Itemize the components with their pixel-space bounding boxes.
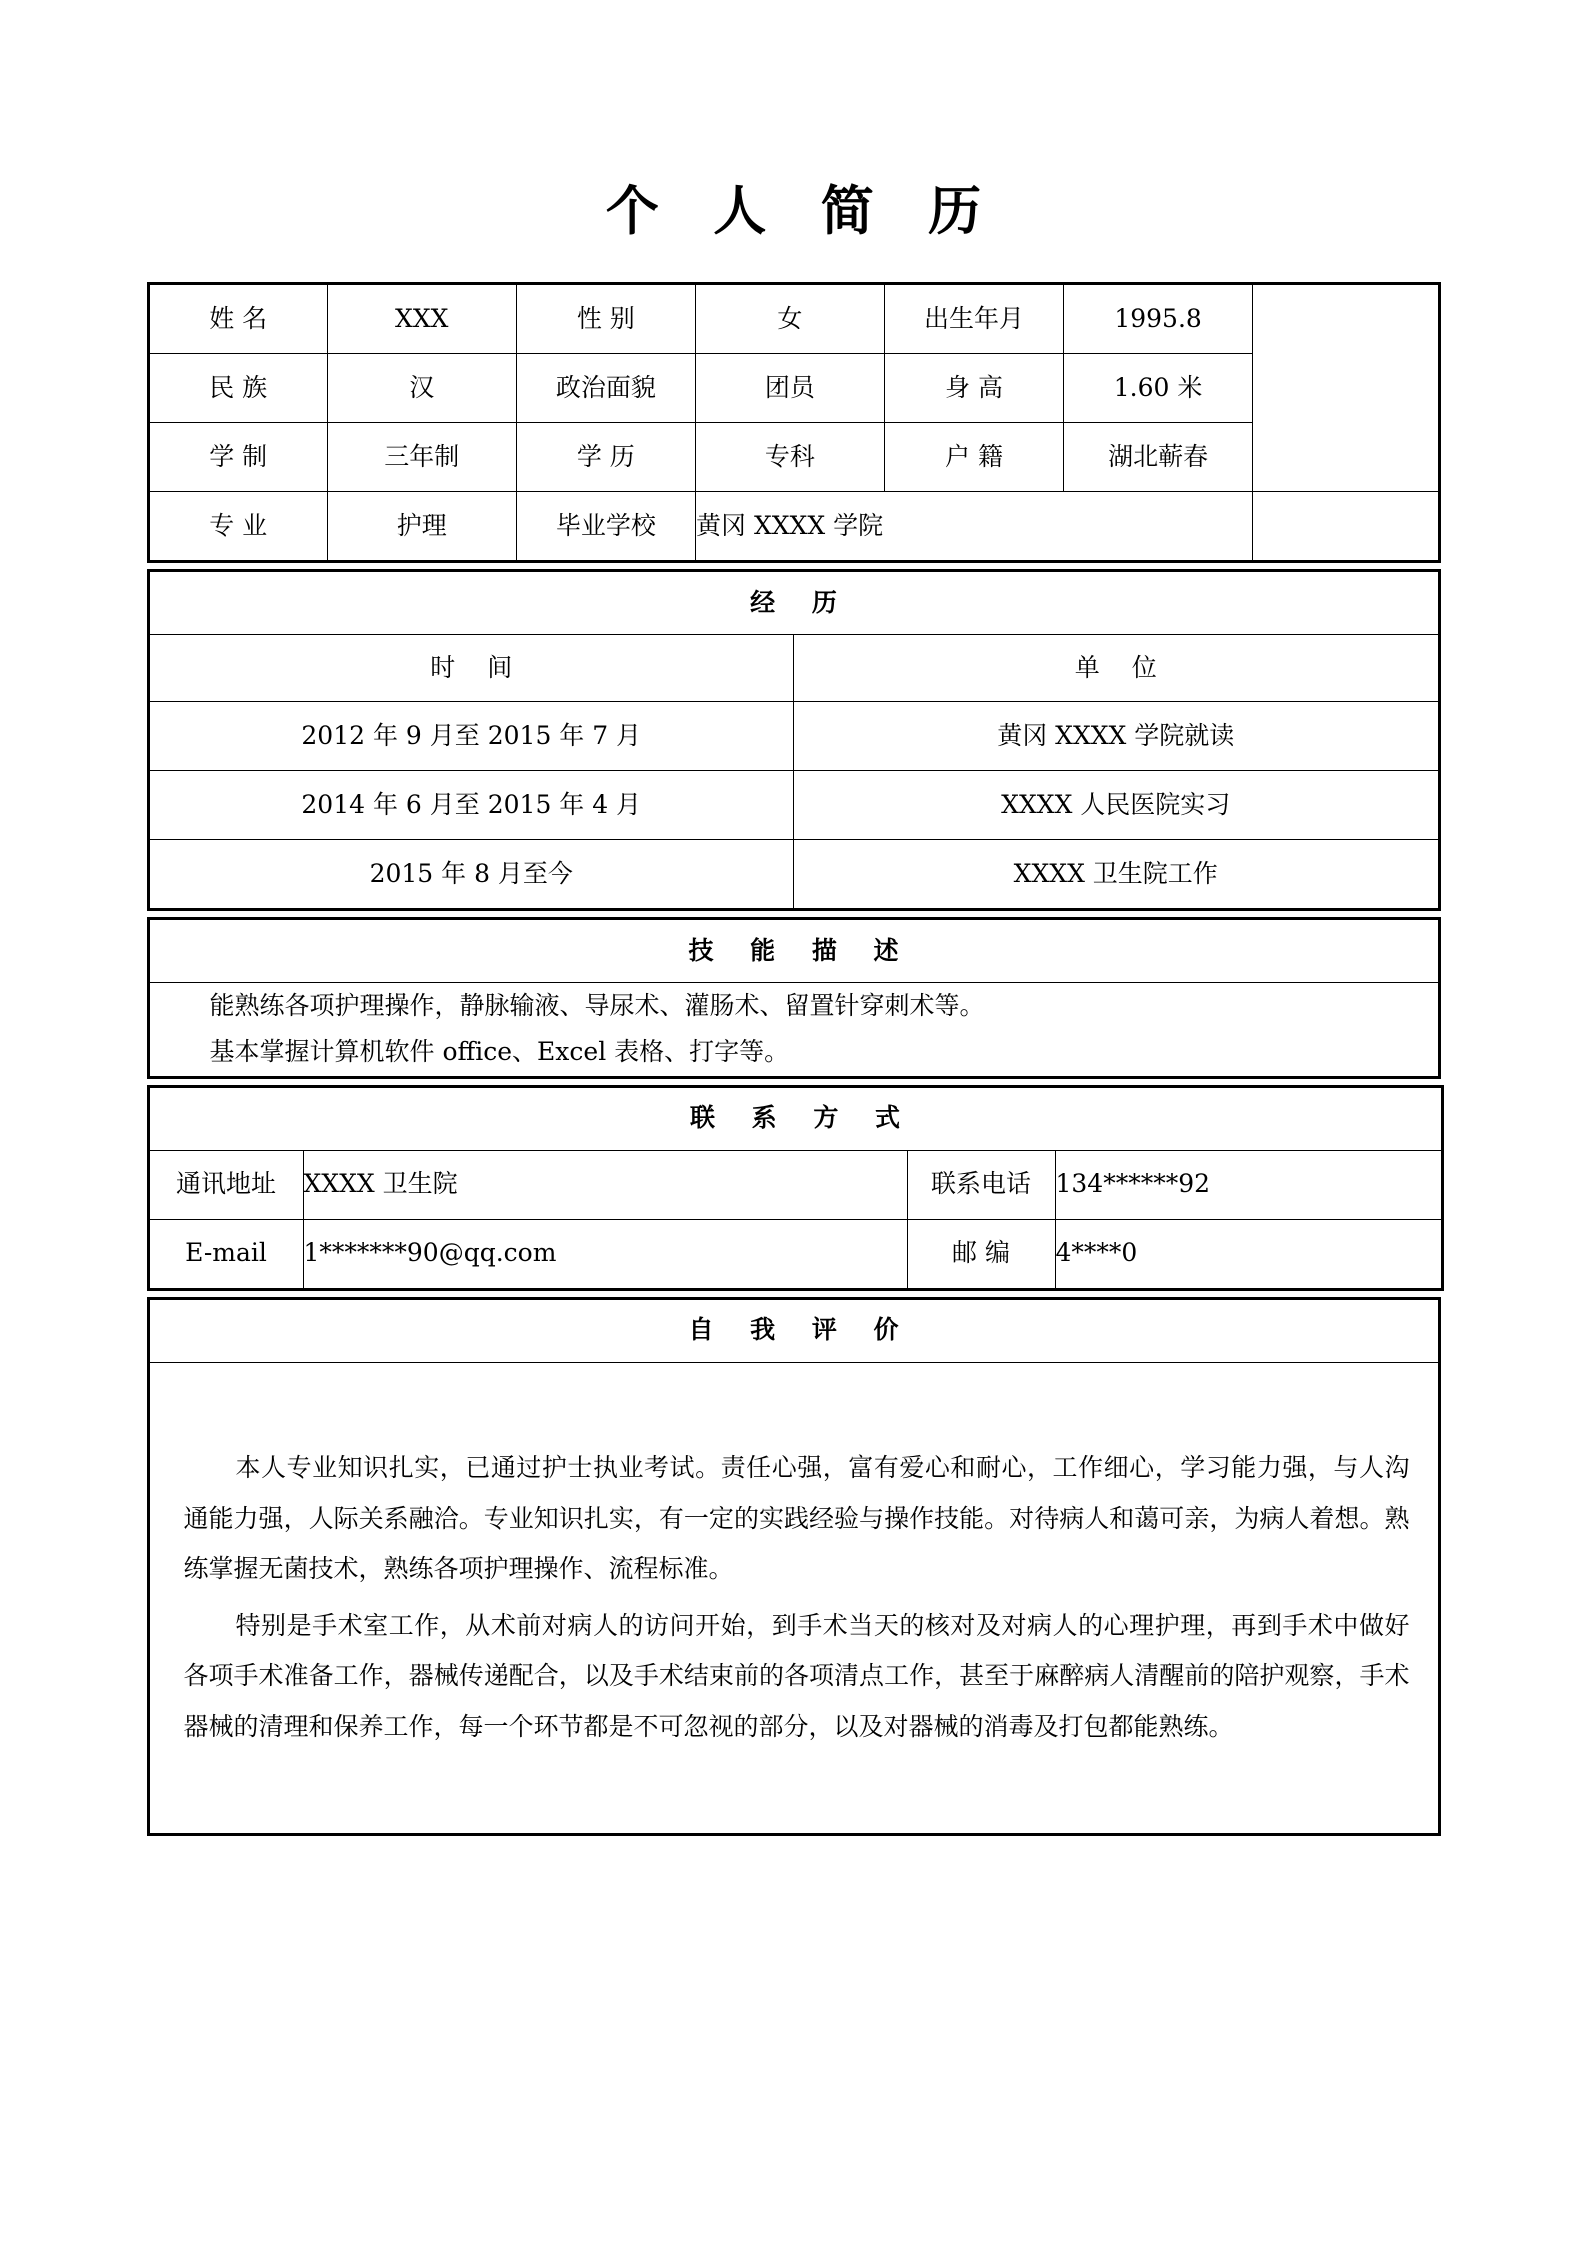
skills-body	[148, 983, 1439, 1078]
ethnicity-value: 汉	[327, 354, 516, 423]
phone-value: 134******92	[1055, 1150, 1442, 1219]
table-row	[148, 1298, 1439, 1362]
table-row	[148, 635, 1439, 702]
political-status-label: 政治面貌	[516, 354, 695, 423]
zip-label: 邮 编	[907, 1219, 1055, 1289]
experience-time: 2015 年 8 月至今	[148, 840, 794, 910]
table-row	[148, 840, 1439, 910]
education-label: 学 历	[516, 423, 695, 492]
table-row	[148, 354, 1439, 423]
self-evaluation-paragraph: 本人专业知识扎实，已通过护士执业考试。责任心强，富有爱心和耐心，工作细心，学习能力强，与人沟通能力强，人际关系融洽。专业知识扎实，有一定的实践经验与操作技能。对待病人和蔼可亲，为病人着想。熟练掌握无菌技术，熟练各项护理操作、流程标准。	[183, 1453, 1410, 1583]
table-row	[148, 492, 1439, 562]
phone-label: 联系电话	[907, 1150, 1055, 1219]
self-evaluation-paragraph: 特别是手术室工作，从术前对病人的访问开始，到手术当天的核对及对病人的心理护理，再到手术中做好各项手术准备工作，器械传递配合，以及手术结束前的各项清点工作，甚至于麻醉病人清醒前的陪护观察，手术器械的清理和保养工作，每一个环节都是不可忽视的部分，以及对器械的消毒及打包都能熟练。	[183, 1610, 1410, 1741]
residence-value: 湖北蕲春	[1064, 423, 1253, 492]
gender-label: 性 别	[516, 284, 695, 354]
skills-heading: 技 能 描 述	[148, 919, 1439, 983]
self-evaluation-table	[147, 1297, 1441, 1836]
experience-unit: 黄冈 XXXX 学院就读	[794, 702, 1440, 771]
birth-value: 1995.8	[1064, 284, 1253, 354]
basic-info-table	[147, 282, 1441, 563]
table-row	[148, 1150, 1442, 1219]
school-system-value: 三年制	[327, 423, 516, 492]
address-value: XXXX 卫生院	[303, 1150, 907, 1219]
major-row-spacer	[1252, 492, 1439, 562]
table-row	[148, 702, 1439, 771]
name-label: 姓 名	[148, 284, 327, 354]
name-value: XXX	[327, 284, 516, 354]
table-row	[148, 919, 1439, 983]
photo-placeholder	[1252, 284, 1439, 492]
experience-time: 2012 年 9 月至 2015 年 7 月	[148, 702, 794, 771]
graduate-school-value: 黄冈 XXXX 学院	[696, 492, 1253, 562]
self-evaluation-body	[148, 1362, 1439, 1834]
table-row	[148, 771, 1439, 840]
graduate-school-label: 毕业学校	[516, 492, 695, 562]
height-value: 1.60 米	[1064, 354, 1253, 423]
table-row	[148, 983, 1439, 1078]
education-value: 专科	[696, 423, 885, 492]
table-row	[148, 571, 1439, 635]
skill-line: 能熟练各项护理操作，静脉输液、导尿术、灌肠术、留置针穿刺术等。	[209, 991, 985, 1020]
political-status-value: 团员	[696, 354, 885, 423]
table-row	[148, 1362, 1439, 1834]
skills-table	[147, 917, 1441, 1079]
table-row	[148, 1219, 1442, 1289]
page-title: 个 人 简 历	[605, 180, 1000, 242]
email-label: E-mail	[148, 1219, 303, 1289]
email-value: 1*******90@qq.com	[303, 1219, 907, 1289]
address-label: 通讯地址	[148, 1150, 303, 1219]
experience-time: 2014 年 6 月至 2015 年 4 月	[148, 771, 794, 840]
residence-label: 户 籍	[884, 423, 1063, 492]
contact-table	[147, 1085, 1444, 1291]
table-row	[148, 423, 1439, 492]
ethnicity-label: 民 族	[148, 354, 327, 423]
contact-heading: 联 系 方 式	[148, 1086, 1442, 1150]
skill-line: 基本掌握计算机软件 office、Excel 表格、打字等。	[209, 1037, 790, 1067]
table-row	[148, 284, 1439, 354]
experience-col-time: 时 间	[148, 635, 794, 702]
experience-table	[147, 569, 1441, 911]
experience-heading: 经 历	[148, 571, 1439, 635]
resume-body	[147, 282, 1441, 1836]
zip-value: 4****0	[1055, 1219, 1442, 1289]
table-row	[148, 1086, 1442, 1150]
gender-value: 女	[696, 284, 885, 354]
major-value: 护理	[327, 492, 516, 562]
major-label: 专 业	[148, 492, 327, 562]
self-evaluation-heading: 自 我 评 价	[148, 1298, 1439, 1362]
experience-unit: XXXX 人民医院实习	[794, 771, 1440, 840]
birth-label: 出生年月	[884, 284, 1063, 354]
experience-col-unit: 单 位	[794, 635, 1440, 702]
experience-unit: XXXX 卫生院工作	[794, 840, 1440, 910]
height-label: 身 高	[884, 354, 1063, 423]
school-system-label: 学 制	[148, 423, 327, 492]
